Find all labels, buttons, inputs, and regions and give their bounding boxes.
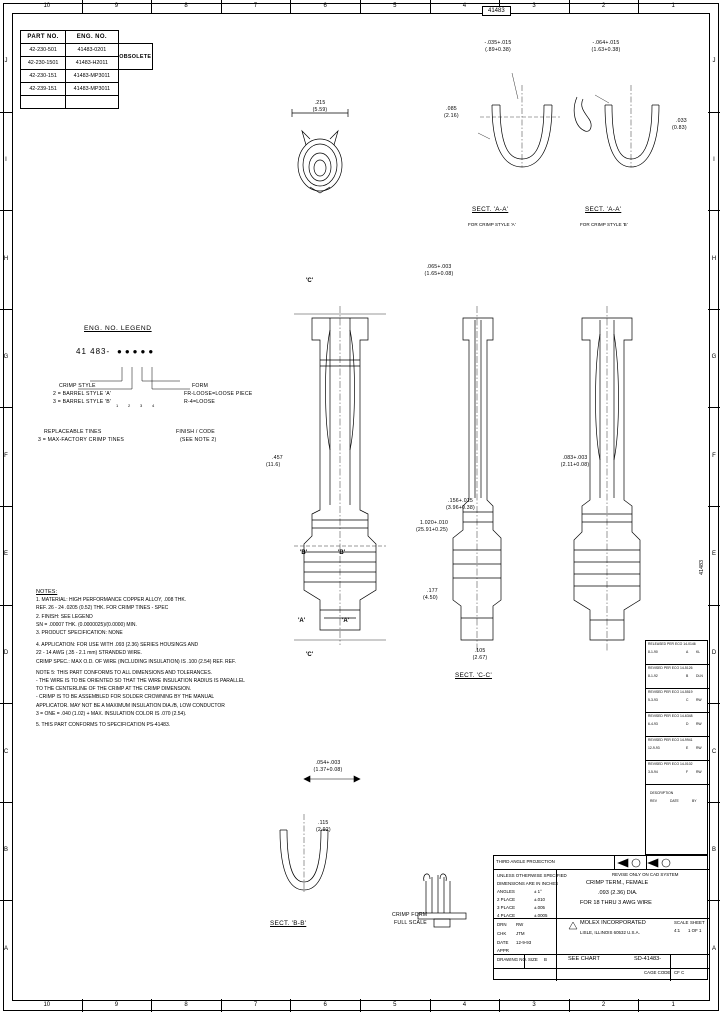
note-item: CRIMP SPEC.: MAX O.D. OF WIRE (INCLUDING INSULATION) IS .100 (2.54) REF. REF. xyxy=(36,658,236,665)
tolerance-row-label: ANGLES xyxy=(497,889,515,894)
sheet-label: SHEET xyxy=(690,920,705,925)
company-name: MOLEX INCORPORATED xyxy=(580,920,646,926)
dwg-no-label: DRAWING NO. xyxy=(497,957,528,962)
legend-code-digits: ●●●●● xyxy=(117,347,157,356)
note-item: 4. APPLICATION: FOR USE WITH .093 (2.36) SERIES HOUSINGS AND xyxy=(36,642,199,649)
zone-divider xyxy=(0,506,12,507)
zone-divider xyxy=(0,703,12,704)
zone-tick-v: C xyxy=(3,748,9,755)
section-aa-style-b-drawing xyxy=(565,55,695,175)
revision-letter: A xyxy=(686,650,689,654)
zone-tick-h: 9 xyxy=(114,1002,119,1008)
zone-divider xyxy=(0,900,12,901)
svg-text:3: 3 xyxy=(140,403,143,408)
chk-label: CHK xyxy=(497,931,507,936)
section-sub-aa-a: FOR CRIMP STYLE 'A' xyxy=(468,222,516,227)
dim-sect-bb-2: (1.37+0.08) xyxy=(313,767,343,773)
drawn-value: RW xyxy=(516,922,524,927)
revision-by: KL xyxy=(696,650,701,654)
dim-sect-a-4: (2.16) xyxy=(444,113,459,119)
table-row xyxy=(21,70,153,83)
main-view-side-drawing xyxy=(435,300,525,665)
zone-col-left xyxy=(0,13,12,999)
zone-divider xyxy=(430,0,431,13)
section-bb-drawing xyxy=(250,800,370,910)
zone-divider xyxy=(708,703,720,704)
revision-by: RW xyxy=(696,770,702,774)
tolerance-row-value: ±.005 xyxy=(534,905,545,910)
zone-divider xyxy=(82,999,83,1012)
zone-divider xyxy=(0,802,12,803)
revision-by: RW xyxy=(696,698,702,702)
drawing-id-tag: 41483 xyxy=(482,6,511,16)
note-item: TO THE CENTERLINE OF THE CRIMP AT THE CRIMP DIMENSION. xyxy=(36,686,192,693)
table-row xyxy=(21,96,153,109)
note-item: 1. MATERIAL: HIGH PERFORMANCE COPPER ALLOY, .008 THK. xyxy=(36,597,187,604)
zone-divider xyxy=(82,0,83,13)
table-row xyxy=(21,44,153,57)
revision-date: 5-3-93 xyxy=(648,698,658,702)
part-no-cell: 42-239-151 xyxy=(21,83,66,96)
zone-divider xyxy=(221,0,222,13)
drawn-label: DRN xyxy=(497,922,507,927)
section-tag-a-left: 'A' xyxy=(298,618,306,624)
zone-divider xyxy=(569,0,570,13)
revise-note: REVISE ONLY ON CAD SYSTEM xyxy=(612,872,679,877)
cage-code-label: CAGE CODE xyxy=(644,970,671,975)
zone-divider xyxy=(708,802,720,803)
zone-tick-v: E xyxy=(711,551,716,558)
zone-divider xyxy=(569,999,570,1012)
dim-main-6a: .083+.003 xyxy=(562,455,588,461)
zone-divider xyxy=(0,112,12,113)
zone-tick-h: 8 xyxy=(184,1002,188,1008)
section-title-aa-a: SECT. 'A-A' xyxy=(472,206,509,213)
zone-divider xyxy=(151,0,152,13)
revision-by: RW xyxy=(696,722,702,726)
revision-date: 12-9-93 xyxy=(648,746,660,750)
zone-tick-h: 5 xyxy=(393,3,397,9)
revision-desc: REVISED PER ECO 14-9941 xyxy=(648,738,693,742)
zone-col-right xyxy=(708,13,720,999)
svg-text:1: 1 xyxy=(116,403,119,408)
zone-divider xyxy=(290,999,291,1012)
zone-tick-v: J xyxy=(4,58,8,65)
note-item: 3. PRODUCT SPECIFICATION: NONE xyxy=(36,630,123,637)
revision-letter: B xyxy=(686,674,689,678)
zone-tick-h: 7 xyxy=(253,1002,258,1008)
appr-label: APPR xyxy=(497,948,509,953)
tolerance-row-value: ±.010 xyxy=(534,897,545,902)
date-label: DATE xyxy=(497,940,509,945)
zone-divider xyxy=(638,0,639,13)
zone-tick-v: B xyxy=(711,847,716,854)
revision-row xyxy=(646,713,709,737)
zone-tick-h: 6 xyxy=(323,3,327,9)
dim-sect-a-2: (.89+0.38) xyxy=(485,47,511,53)
legend-left-2: 3 = BARREL STYLE 'B' xyxy=(53,399,112,405)
part-number-table xyxy=(20,30,153,105)
zone-tick-v: D xyxy=(3,649,9,656)
drawing-title-line2: .093 (2.36) DIA. xyxy=(598,890,638,896)
zone-tick-h: 2 xyxy=(601,3,606,9)
dim-main-3b: (3.96+0.38) xyxy=(446,505,475,511)
legend-left-5: 3 = MAX-FACTORY CRIMP TINES xyxy=(38,437,125,443)
scale-value: 4:1 xyxy=(674,928,681,933)
dim-sect-bb-4: (2.92) xyxy=(316,827,331,833)
zone-divider xyxy=(708,112,720,113)
zone-divider xyxy=(499,999,500,1012)
revision-header-desc: DESCRIPTION xyxy=(650,791,674,795)
zone-tick-h: 7 xyxy=(253,3,258,9)
end-view-drawing xyxy=(280,95,400,215)
revision-letter: F xyxy=(686,770,689,774)
zone-tick-v: D xyxy=(711,649,717,656)
legend-left-0: CRIMP STYLE xyxy=(59,383,96,389)
legend-left-1: 2 = BARREL STYLE 'A' xyxy=(53,391,112,397)
third-angle-label: THIRD ANGLE PROJECTION xyxy=(496,859,555,864)
dim-main-5a: .177 xyxy=(427,588,438,594)
doc-no-chart: SEE CHART xyxy=(568,956,600,962)
section-tag-c-top: 'C' xyxy=(306,278,314,284)
part-no-cell: 42-230-151 xyxy=(21,70,66,83)
revision-date: 8-1-90 xyxy=(648,650,658,654)
dim-main-4b: (25.91+0.25) xyxy=(416,527,448,533)
molex-logo-icon xyxy=(568,921,580,931)
eng-no-cell: 41483-0201 xyxy=(66,44,118,57)
zone-tick-v: E xyxy=(3,551,8,558)
revision-row xyxy=(646,665,709,689)
obsolete-note: OBSOLETE xyxy=(118,44,153,70)
drawing-title-line1: CRIMP TERM., FEMALE xyxy=(586,880,649,886)
company-address: LISLE, ILLINOIS 60532 U.S.A. xyxy=(580,930,640,935)
tolerance-row-label: 2 PLACE xyxy=(497,897,516,902)
revision-header-by: BY xyxy=(692,799,697,803)
revision-row xyxy=(646,689,709,713)
dim-arrow-bb xyxy=(300,772,380,786)
zone-divider xyxy=(360,999,361,1012)
dim-top-view-2: (5.59) xyxy=(312,107,328,113)
eng-no-cell: 41483-MP3011 xyxy=(66,83,118,96)
note-item: 5. THIS PART CONFORMS TO SPECIFICATION PS-41483. xyxy=(36,722,171,729)
zone-divider xyxy=(708,506,720,507)
zone-tick-v: A xyxy=(3,945,8,952)
zone-tick-h: 8 xyxy=(184,3,188,9)
zone-divider xyxy=(221,999,222,1012)
table-header-part-no: PART NO. xyxy=(21,31,66,44)
sheet-value: 1 OF 1 xyxy=(688,928,702,933)
table-row xyxy=(21,83,153,96)
dim-sect-b-3: .033 xyxy=(676,118,687,124)
chk-value: JTM xyxy=(516,931,525,936)
zone-divider xyxy=(430,999,431,1012)
revision-desc: REVISED PER ECO 14-6348 xyxy=(648,714,693,718)
section-tag-b-left: 'B' xyxy=(300,550,308,556)
legend-right-4: FINISH / CODE xyxy=(176,429,215,435)
zone-divider xyxy=(708,605,720,606)
dim-sect-bb-1: .054+.003 xyxy=(315,760,341,766)
projection-symbol-icon xyxy=(614,857,674,869)
eng-no-cell: 41483-H2011 xyxy=(66,57,118,70)
zone-tick-v: G xyxy=(711,354,717,361)
note-item: SN = .00007 THK. (0.0000025)/(0.0000) MIN. xyxy=(36,621,137,628)
note-item: NOTE 5: THIS PART CONFORMS TO ALL DIMENSIONS AND TOLERANCES. xyxy=(36,669,213,676)
size-label: SIZE xyxy=(528,957,538,962)
dim-main-5b: (4.50) xyxy=(423,595,438,601)
section-tag-b-right: 'B' xyxy=(338,550,346,556)
revision-date: 8-1-92 xyxy=(648,674,658,678)
zone-tick-h: 1 xyxy=(671,1002,675,1008)
revision-row xyxy=(646,761,709,785)
dim-main-2a: .065+.003 xyxy=(426,264,452,270)
revision-history-strip xyxy=(645,640,708,855)
svg-text:2: 2 xyxy=(128,403,131,408)
revision-by: RW xyxy=(696,746,702,750)
dim-main-3a: .156+.015 xyxy=(448,498,474,504)
svg-text:4: 4 xyxy=(152,403,155,408)
tolerance-title: UNLESS OTHERWISE SPECIFIED xyxy=(497,873,567,878)
zone-tick-h: 10 xyxy=(43,3,51,9)
zone-divider xyxy=(708,900,720,901)
side-drawing-id: 41483 xyxy=(699,560,705,575)
zone-divider xyxy=(290,0,291,13)
revision-header-date: DATE xyxy=(670,799,679,803)
zone-tick-v: C xyxy=(711,748,717,755)
zone-tick-h: 4 xyxy=(462,3,467,9)
zone-tick-h: 4 xyxy=(462,1002,467,1008)
note-item: 2. FINISH: SEE LEGEND xyxy=(36,613,93,620)
tolerance-row-value: ±.0005 xyxy=(534,913,548,918)
notes-title: NOTES: xyxy=(36,589,58,595)
section-tag-a-right: 'A' xyxy=(342,618,350,624)
zone-tick-v: I xyxy=(5,156,7,163)
dim-sect-b-4: (0.83) xyxy=(672,125,687,131)
dim-sect-c-1: .105 xyxy=(474,648,486,654)
zone-tick-h: 10 xyxy=(43,1002,51,1008)
zone-tick-h: 1 xyxy=(671,3,675,9)
note-item: REF. 26 - 24 .0205 (0.52) THK. FOR CRIMP TINES - SPEC xyxy=(36,605,169,612)
main-view-right-drawing xyxy=(560,300,660,665)
revision-header-rev: REV xyxy=(650,799,657,803)
zone-divider xyxy=(708,309,720,310)
drawing-title-line3: FOR 18 THRU 3 AWG WIRE xyxy=(580,900,652,906)
tolerance-row-label: 3 PLACE xyxy=(497,905,516,910)
note-item: 22 - 14 AWG (.35 - 2.1 mm) STRANDED WIRE. xyxy=(36,650,142,657)
revision-desc: RELEASED PER ECO 14-0146 xyxy=(648,642,696,646)
dim-main-4a: 1.020+.010 xyxy=(420,520,449,526)
legend-code: 41 483- xyxy=(76,347,111,356)
legend-right-2: R-4=LOOSE xyxy=(184,399,216,405)
section-title-aa-b: SECT. 'A-A' xyxy=(585,206,622,213)
zone-tick-v: I xyxy=(713,156,715,163)
tolerance-units: DIMENSIONS ARE IN INCHES xyxy=(497,881,559,886)
part-no-cell: 42-230-1501 xyxy=(21,57,66,70)
zone-tick-v: J xyxy=(712,58,716,65)
zone-tick-h: 3 xyxy=(532,1002,536,1008)
zone-tick-v: G xyxy=(3,354,9,361)
main-view-front-drawing xyxy=(290,300,400,660)
zone-row-bottom xyxy=(12,999,708,1012)
table-header-eng-no: ENG. NO. xyxy=(66,31,118,44)
dim-sect-b-1: -.064+.015 xyxy=(592,40,620,46)
section-sub-aa-b: FOR CRIMP STYLE 'B' xyxy=(580,222,628,227)
zone-divider xyxy=(360,0,361,13)
zone-tick-h: 2 xyxy=(601,1002,606,1008)
cage-code-value: CF C xyxy=(674,970,685,975)
zone-tick-v: F xyxy=(712,452,716,459)
dim-sect-a-1: -.035+.015 xyxy=(484,40,512,46)
zone-tick-v: H xyxy=(711,255,717,262)
note-item: - THE WIRE IS TO BE ORIENTED SO THAT THE WIRE INSULATION RADIUS IS PARALLEL xyxy=(36,678,245,685)
dim-main-1b: (11.6) xyxy=(266,462,281,468)
eng-no-cell: 41483-MP3011 xyxy=(66,70,118,83)
scale-label: SCALE xyxy=(674,920,689,925)
dim-sect-bb-3: .115 xyxy=(318,820,329,826)
legend-title: ENG. NO. LEGEND xyxy=(84,325,152,332)
revision-letter: E xyxy=(686,746,689,750)
zone-row-top xyxy=(12,0,708,13)
zone-tick-v: F xyxy=(4,452,8,459)
revision-by: DLN xyxy=(696,674,703,678)
section-tag-c-bottom: 'C' xyxy=(306,652,314,658)
revision-date: 6-4-93 xyxy=(648,722,658,726)
zone-tick-v: B xyxy=(3,847,8,854)
notes-block xyxy=(36,588,286,729)
zone-divider xyxy=(708,407,720,408)
dim-sect-c-2: (2.67) xyxy=(472,655,488,661)
dim-main-2b: (1.65+0.08) xyxy=(424,271,454,277)
revision-date: 3-5-94 xyxy=(648,770,658,774)
crimp-form-sub: FULL SCALE xyxy=(394,920,427,926)
zone-tick-v: A xyxy=(711,945,716,952)
title-block xyxy=(493,855,708,980)
zone-tick-h: 5 xyxy=(393,1002,397,1008)
zone-divider xyxy=(0,407,12,408)
zone-divider xyxy=(0,309,12,310)
zone-divider xyxy=(151,999,152,1012)
zone-tick-h: 9 xyxy=(114,3,119,9)
doc-no-label: SD-41483- xyxy=(634,956,662,962)
note-item: 3 = ONE = .040 (1.02) + MAX. INSULATION COLOR IS .070 (2.54). xyxy=(36,710,187,717)
revision-row xyxy=(646,641,709,665)
legend-right-1: FR-LOOSE=LOOSE PIECE xyxy=(184,391,253,397)
revision-desc: REVISED PER ECO 14-0102 xyxy=(648,762,693,766)
size-value: B xyxy=(544,957,547,962)
crimp-form-label: CRIMP FORM xyxy=(392,912,428,918)
zone-divider xyxy=(638,999,639,1012)
zone-divider xyxy=(708,210,720,211)
section-title-cc: SECT. 'C-C' xyxy=(455,672,492,679)
zone-divider xyxy=(0,210,12,211)
revision-letter: D xyxy=(686,722,689,726)
note-item: - CRIMP IS TO BE ASSEMBLED FOR SOLDER CROWNING BY THE MANUAL xyxy=(36,694,215,701)
revision-row xyxy=(646,737,709,761)
section-title-bb: SECT. 'B-B' xyxy=(270,920,307,927)
date-value: 12-9-93 xyxy=(516,940,532,945)
legend-right-0: FORM xyxy=(192,383,209,389)
revision-desc: REVISED PER ECO 14-5519 xyxy=(648,690,693,694)
tolerance-row-value: ± 1° xyxy=(534,889,542,894)
zone-tick-v: H xyxy=(3,255,9,262)
dim-main-6b: (2.11+0.08) xyxy=(560,462,590,468)
tolerance-row-label: 4 PLACE xyxy=(497,913,516,918)
dim-sect-a-3: .085 xyxy=(446,106,457,112)
zone-divider xyxy=(0,605,12,606)
note-item: APPLICATOR. MAY NOT BE A MAXIMUM INSULATION DIA./B, LOW CONDUCTOR xyxy=(36,702,225,709)
part-no-cell: 42-230-501 xyxy=(21,44,66,57)
revision-letter: C xyxy=(686,698,689,702)
zone-tick-h: 3 xyxy=(532,3,536,9)
dim-main-1a: .457 xyxy=(272,455,283,461)
dim-sect-b-2: (1.63+0.38) xyxy=(591,47,621,53)
legend-left-4: REPLACEABLE TINES xyxy=(44,429,102,435)
legend-right-5: (SEE NOTE 2) xyxy=(180,437,217,443)
revision-desc: REVISED PER ECO 14-5126 xyxy=(648,666,693,670)
zone-tick-h: 6 xyxy=(323,1002,327,1008)
dim-top-view-1: .215 xyxy=(314,100,326,106)
